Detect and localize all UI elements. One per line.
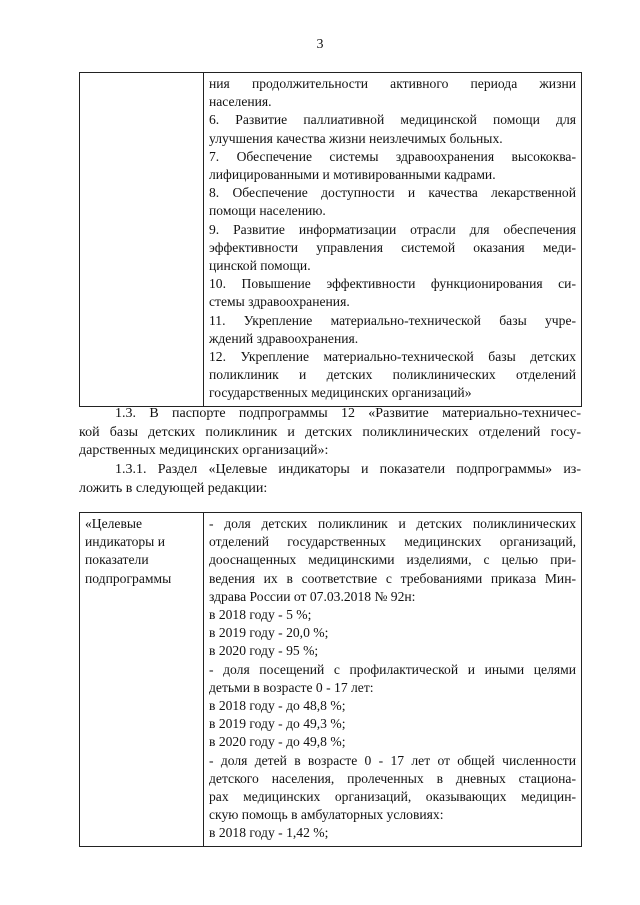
text-line: в 2019 году - до 49,3 %;: [209, 716, 346, 732]
table-cell-label: [80, 73, 204, 407]
table-cell-label: [80, 513, 204, 847]
text-line: в 2018 году - до 48,8 %;: [209, 698, 346, 714]
text-line: 11. Укрепление материально-технической базы учре-: [209, 312, 576, 328]
text-line: рах медицинских организаций, оказывающих медицин-: [209, 789, 576, 805]
text-line: государственных медицинских организаций»: [209, 385, 472, 401]
text-line: отделений государственных медицинских организаций,: [209, 534, 576, 550]
paragraph-1-3-1: [79, 461, 581, 498]
table-cell-indicators: [204, 513, 582, 847]
text-line: 12. Укрепление материально-технической базы детских: [209, 349, 576, 365]
text-line: ведения их в соответствие с требованиями приказа Мин-: [209, 570, 576, 586]
text-line: скую помощь в амбулаторных условиях:: [209, 807, 444, 823]
text-line: эффективности управления системой оказания меди-: [209, 239, 576, 255]
paragraph-1-3: [79, 405, 581, 461]
text-line: здрава России от 07.03.2018 № 92н:: [209, 588, 416, 604]
text-line: 10. Повышение эффективности функционирования си-: [209, 276, 576, 292]
text-line: 7. Обеспечение системы здравоохранения высококва-: [209, 148, 576, 164]
text-line: - доля детских поликлиник и детских поликлинических: [209, 516, 576, 531]
text-line: детского населения, пролеченных в дневных стациона-: [209, 770, 576, 786]
table-row: [80, 73, 582, 407]
text-line: улучшения качества жизни неизлечимых больных.: [209, 130, 503, 146]
text-line: подпрограммы: [85, 570, 172, 586]
text-line: показатели: [85, 552, 149, 568]
text-line: кой базы детских поликлиник и детских поликлинических отделений госу-: [79, 424, 581, 440]
table-cell-goals: [204, 73, 582, 407]
page-number: 3: [316, 37, 324, 52]
text-line: в 2019 году - 20,0 %;: [209, 625, 329, 641]
text-line: 8. Обеспечение доступности и качества лекарственной: [209, 185, 576, 201]
text-line: в 2018 году - 5 %;: [209, 607, 312, 623]
text-line: лифицированными и мотивированными кадрами.: [209, 167, 496, 183]
text-line: населения.: [209, 94, 272, 110]
text-line: - доля посещений с профилактической и иными целями: [209, 661, 576, 677]
text-line: ния продолжительности активного периода жизни: [209, 76, 576, 91]
text-line: в 2020 году - до 49,8 %;: [209, 734, 346, 750]
text-line: дарственных медицинских организаций»:: [79, 443, 329, 458]
text-line: индикаторы и: [85, 534, 165, 550]
text-line: в 2020 году - 95 %;: [209, 643, 319, 659]
text-line: в 2018 году - 1,42 %;: [209, 825, 329, 841]
table-indicators: [79, 512, 582, 847]
text-line: 9. Развитие информатизации отрасли для обеспечения: [209, 221, 576, 237]
text-line: поликлиник и детских поликлинических отделений: [209, 367, 576, 383]
text-line: 1.3.1. Раздел «Целевые индикаторы и показатели подпрограммы» из-: [115, 462, 581, 477]
text-line: - доля детей в возрасте 0 - 17 лет от общей численности: [209, 752, 576, 768]
text-line: стемы здравоохранения.: [209, 294, 350, 310]
table-continued: [79, 72, 582, 407]
text-line: 1.3. В паспорте подпрограммы 12 «Развитие материально-техничес-: [115, 406, 581, 421]
text-line: ждений здравоохранения.: [209, 330, 359, 346]
text-line: ложить в следующей редакции:: [79, 480, 268, 496]
text-line: 6. Развитие паллиативной медицинской помощи для: [209, 112, 576, 128]
text-line: детьми в возрасте 0 - 17 лет:: [209, 679, 374, 695]
table-row: [80, 513, 582, 847]
text-line: «Целевые: [85, 516, 143, 531]
text-line: дооснащенных медицинскими изделиями, с целью при-: [209, 552, 576, 568]
text-line: цинской помощи.: [209, 258, 311, 274]
text-line: помощи населению.: [209, 203, 326, 219]
